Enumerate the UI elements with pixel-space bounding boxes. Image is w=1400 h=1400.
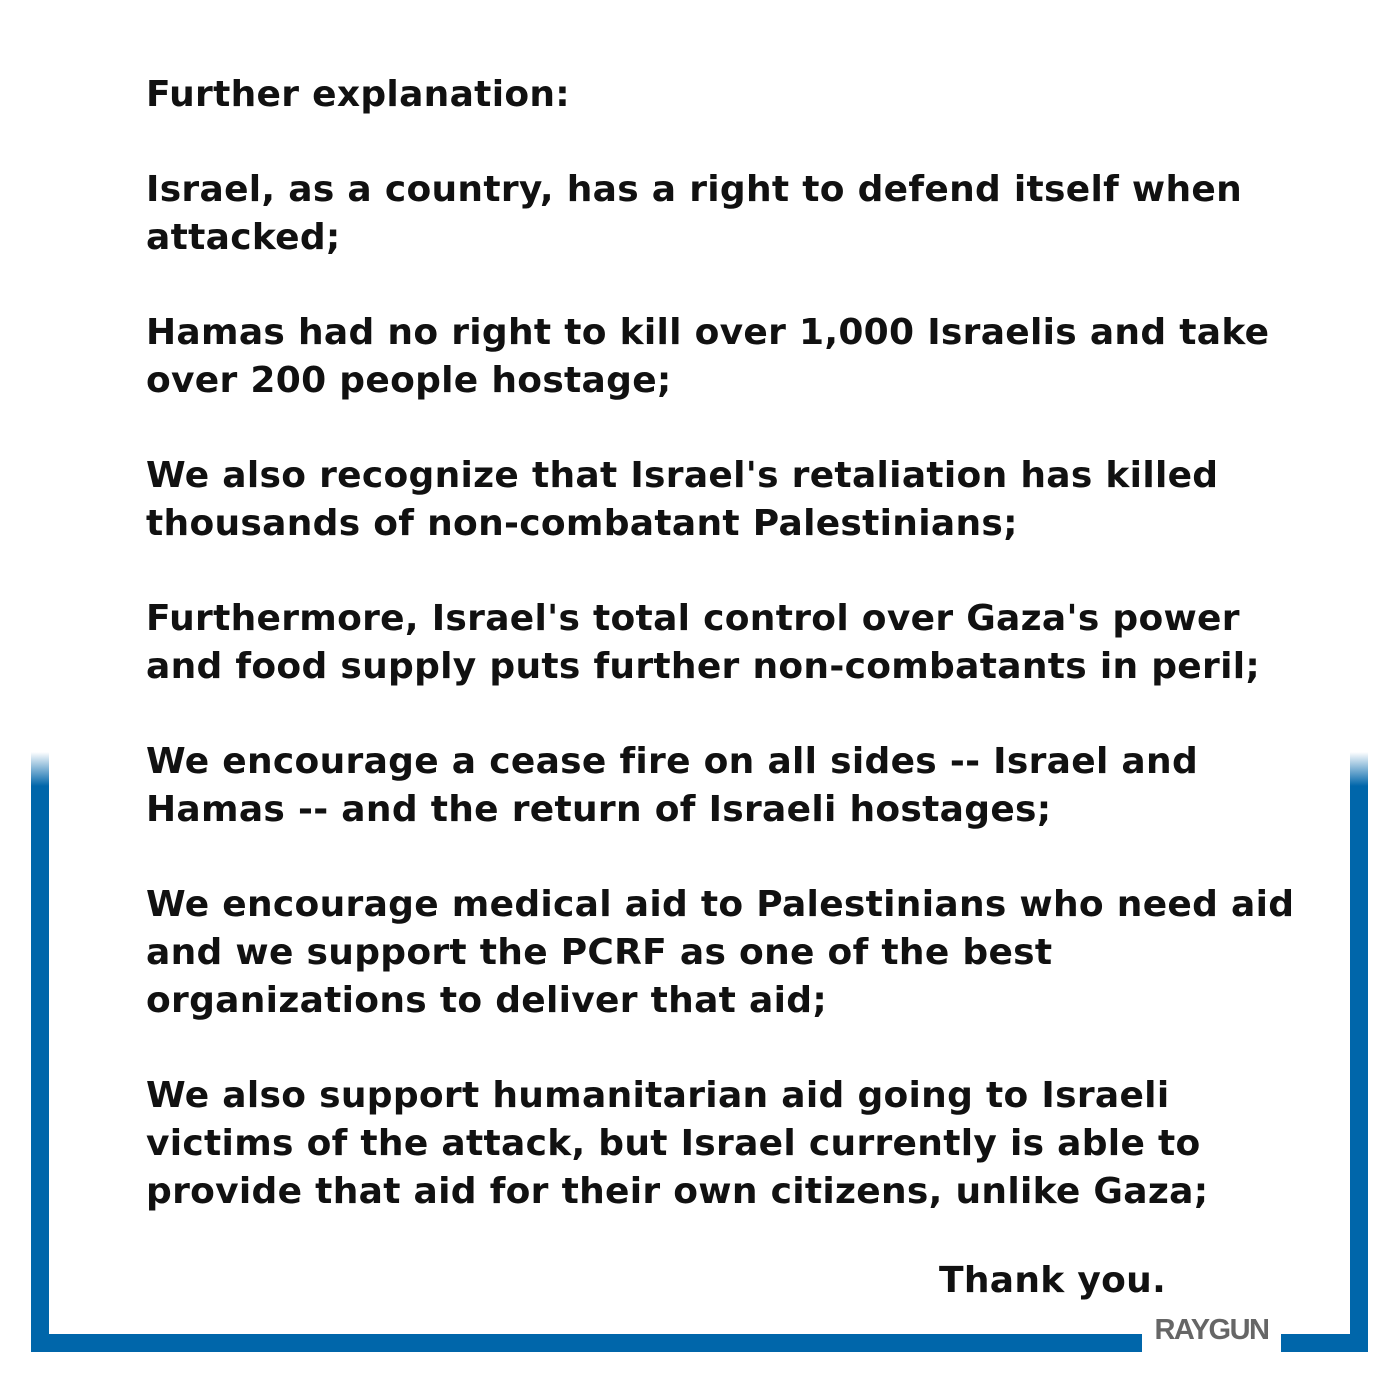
statement-heading: Further explanation:	[146, 74, 570, 115]
frame-left-border	[31, 752, 49, 1352]
closing-thank-you: Thank you.	[939, 1260, 1167, 1301]
paragraph-medical-aid: We encourage medical aid to Palestinians who need aid and we support the PCRF as one of the best organizations to deliver that aid;	[146, 884, 1295, 1021]
paragraph-cease-fire: We encourage a cease fire on all sides -- Israel and Hamas -- and the return of Israeli hostages;	[146, 741, 1199, 830]
paragraph-hamas-attack: Hamas had no right to kill over 1,000 Israelis and take over 200 people hostage;	[146, 312, 1270, 401]
paragraph-self-defense: Israel, as a country, has a right to defend itself when attacked;	[146, 169, 1243, 258]
paragraph-gaza-control: Furthermore, Israel's total control over Gaza's power and food supply puts further non-combatants in peril;	[146, 598, 1261, 687]
raygun-logo: RAYGUN	[1154, 1314, 1269, 1346]
frame-bottom-border-right	[1281, 1334, 1368, 1352]
frame-right-border	[1350, 752, 1368, 1352]
paragraph-retaliation: We also recognize that Israel's retaliation has killed thousands of non-combatant Palestinians;	[146, 455, 1219, 544]
paragraph-humanitarian-aid: We also support humanitarian aid going to Israeli victims of the attack, but Israel currently is able to provide that aid for their own citizens, unlike Gaza;	[146, 1075, 1209, 1212]
statement-body	[146, 71, 1296, 1216]
frame-bottom-border-left	[31, 1334, 1142, 1352]
